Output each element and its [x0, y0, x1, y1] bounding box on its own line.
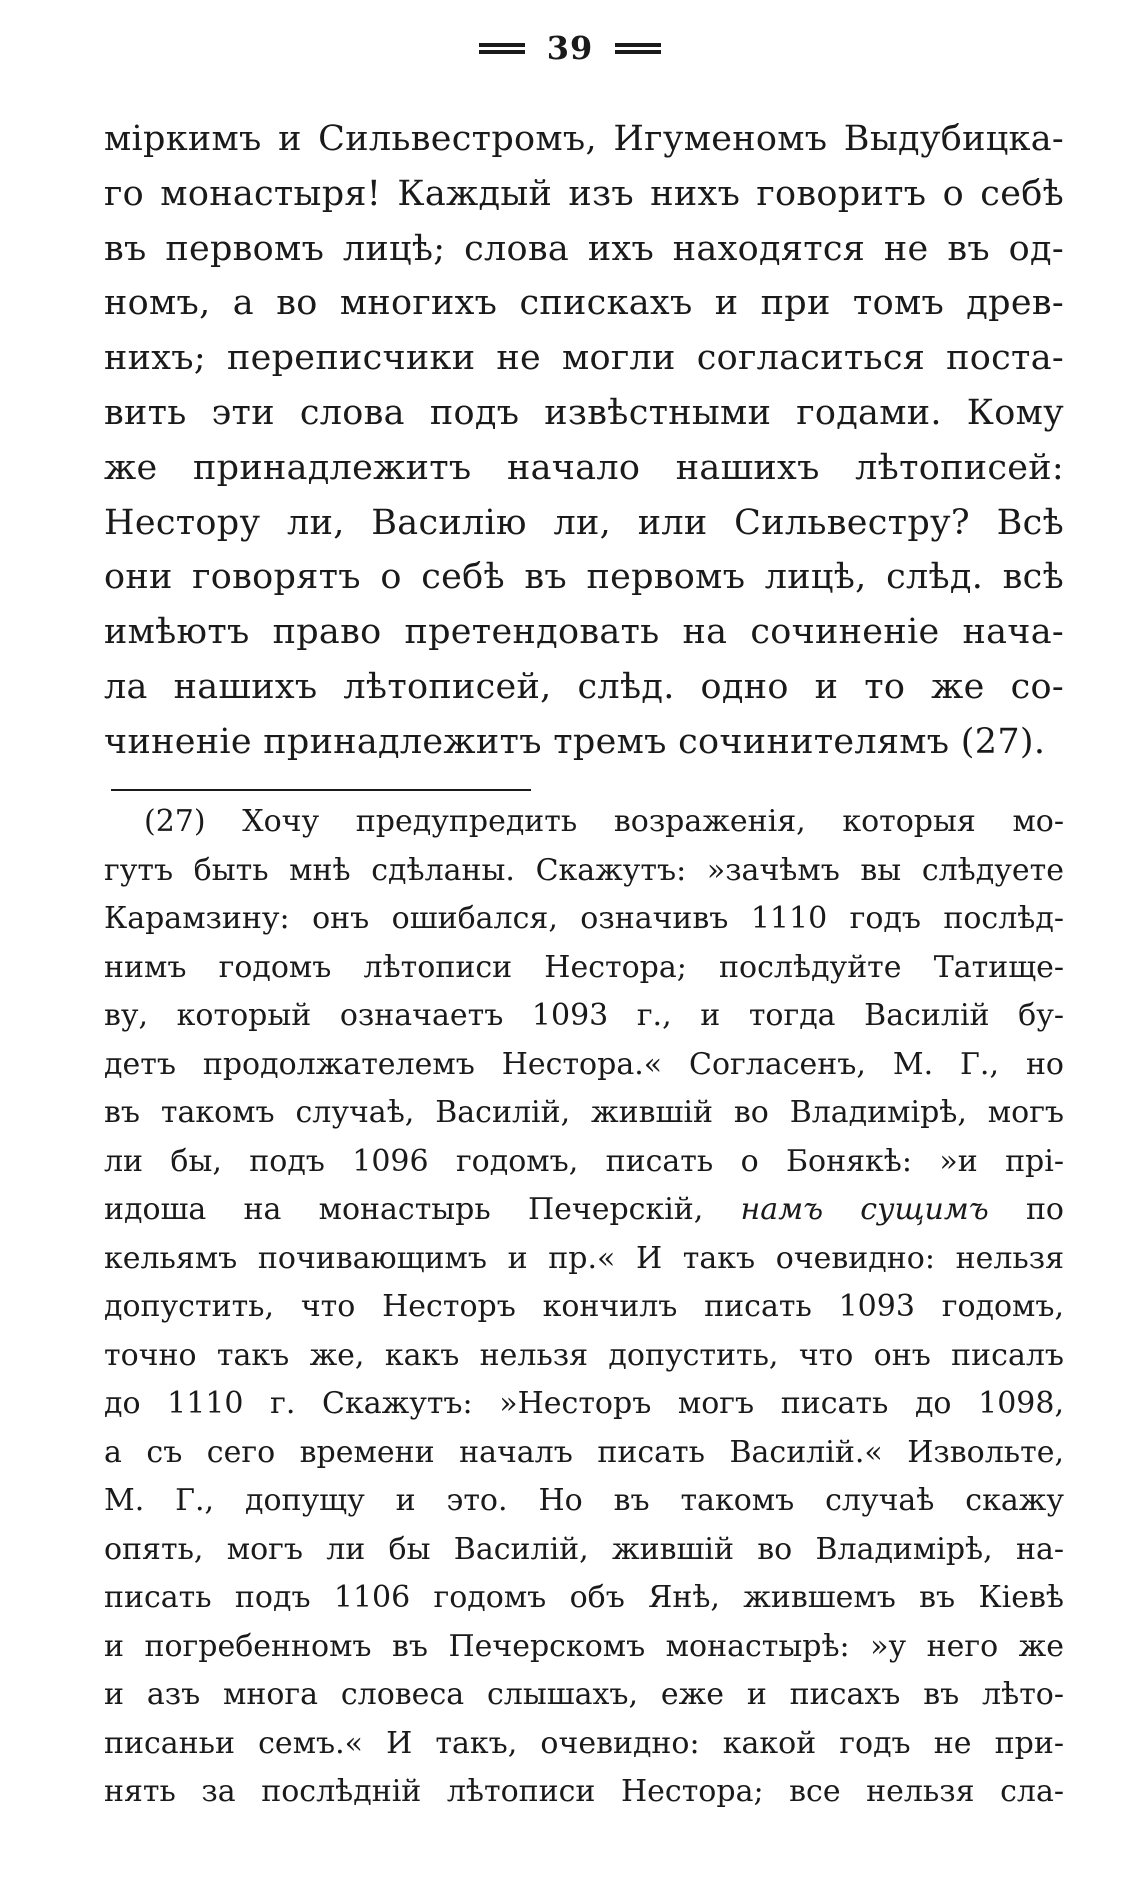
footnote-segment: и азъ многа словеса слышахъ, еже и писахъ въ лѣто- [104, 1677, 1064, 1712]
footnote-line [104, 1332, 1064, 1381]
footnote-segment: нимъ годомъ лѣтописи Нестора; послѣдуйте Татище- [104, 949, 1064, 985]
footnote-line [104, 1380, 1064, 1429]
text-line: нихъ; переписчики не могли согласиться поста- [104, 338, 1064, 379]
page-number: 39 [546, 29, 594, 67]
text-line: имѣютъ право претендовать на сочиненіе нача- [104, 612, 1064, 653]
footnote-segment: а съ сего времени началъ писать Василій.« Извольте, [104, 1434, 1064, 1470]
header-right-rule [615, 43, 661, 54]
main-text [104, 112, 1064, 770]
footnote-line [104, 1429, 1064, 1478]
footnote-line [104, 1477, 1064, 1526]
footnote-segment: Карамзину: онъ ошибался, означивъ 1110 годъ послѣд- [104, 901, 1064, 936]
footnote-line [104, 1138, 1064, 1187]
text-line: же принадлежитъ начало нашихъ лѣтописей: [104, 447, 1064, 488]
footnote-segment: до 1110 г. Скажутъ: »Несторъ могъ писать до 1098, [104, 1386, 1064, 1421]
footnote-line [104, 944, 1064, 993]
text-line: міркимъ и Сильвестромъ, Игуменомъ Выдубицка- [104, 119, 1064, 159]
footnote-line [104, 798, 1064, 847]
footnote-line [104, 1235, 1064, 1284]
footnote-segment: и погребенномъ въ Печерскомъ монастырѣ: »у него же [104, 1628, 1064, 1664]
footnote-line [104, 1768, 1064, 1817]
text-line: ла нашихъ лѣтописей, слѣд. одно и то же со- [104, 666, 1064, 707]
footnote-line [104, 1671, 1064, 1720]
footnote-segment: точно такъ же, какъ нельзя допустить, что онъ писалъ [104, 1337, 1064, 1373]
footnote-segment: гутъ быть мнѣ сдѣланы. Скажутъ: »зачѣмъ вы слѣдуете [104, 852, 1064, 888]
page-header [0, 26, 1140, 70]
footnote-line [104, 1089, 1064, 1138]
footnote-segment: нять за послѣдній лѣтописи Нестора; все нельзя сла- [104, 1774, 1064, 1809]
footnote-segment: М. Г., допущу и это. Но въ такомъ случаѣ скажу [104, 1483, 1064, 1518]
text-line: вить эти слова подъ извѣстными годами. Кому [104, 392, 1064, 433]
footnote-line [104, 1283, 1064, 1332]
footnote-line [104, 1574, 1064, 1623]
text-line-last: чиненіе принадлежитъ тремъ сочинителямъ (27). [104, 721, 1046, 762]
footnote-line [104, 1186, 1064, 1235]
footnote-segment: ву, который означаетъ 1093 г., и тогда Василій бу- [104, 998, 1064, 1033]
text-line: номъ, а во многихъ спискахъ и при томъ древ- [104, 283, 1064, 324]
footnote-segment: кельямъ почивающимъ и пр.« И такъ очевидно: нельзя [104, 1240, 1064, 1276]
footnote-segment: допустить, что Несторъ кончилъ писать 1093 годомъ, [104, 1289, 1064, 1324]
footnote-line [104, 895, 1064, 944]
footnote-segment: по [988, 1192, 1064, 1227]
footnote-segment: опять, могъ ли бы Василій, жившій во Владимірѣ, на- [104, 1531, 1064, 1567]
footnote-line [104, 1623, 1064, 1672]
text-line: они говорятъ о себѣ въ первомъ лицѣ, слѣд. всѣ [104, 557, 1064, 598]
footnote-27 [104, 798, 1064, 1817]
footnote-line [104, 1526, 1064, 1575]
footnote-segment: въ такомъ случаѣ, Василій, жившій во Владимірѣ, могъ [104, 1095, 1064, 1130]
footnote-segment: писаньи семъ.« И такъ, очевидно: какой годъ не при- [104, 1725, 1064, 1761]
footnote-segment: детъ продолжателемъ Нестора.« Согласенъ, М. Г., но [104, 1046, 1064, 1082]
header-left-rule [479, 43, 525, 54]
footnote-italic-phrase: намъ сущимъ [740, 1192, 989, 1227]
text-line: го монастыря! Каждый изъ нихъ говоритъ о себѣ [104, 173, 1064, 214]
footnote-segment: (27) Хочу предупредить возраженія, которыя мо- [144, 804, 1064, 839]
footnote-line [104, 1041, 1064, 1090]
footnote-segment: идоша на монастырь Печерскій, [104, 1192, 741, 1227]
footnote-segment: ли бы, подъ 1096 годомъ, писать о Бонякѣ: »и прі- [104, 1143, 1064, 1179]
text-line: въ первомъ лицѣ; слова ихъ находятся не въ од- [104, 228, 1064, 269]
footnote-separator [111, 789, 531, 791]
footnote-segment: писать подъ 1106 годомъ объ Янѣ, жившемъ въ Кіевѣ [104, 1580, 1064, 1615]
text-line: Нестору ли, Василію ли, или Сильвестру? Всѣ [104, 502, 1064, 543]
footnote-line [104, 992, 1064, 1041]
footnote-line [104, 847, 1064, 896]
footnote-line [104, 1720, 1064, 1769]
